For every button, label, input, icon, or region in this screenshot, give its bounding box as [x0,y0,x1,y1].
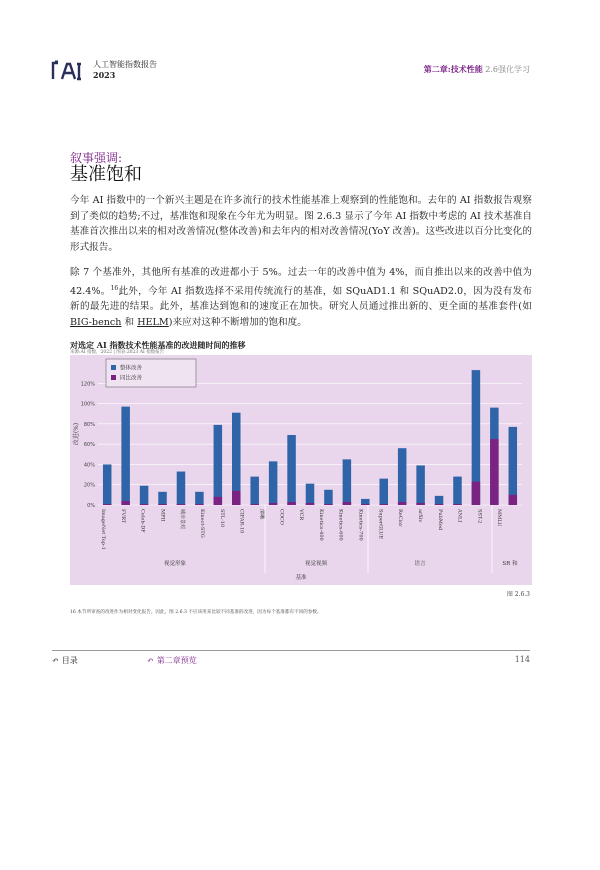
y-axis-label: 改进(%) [73,422,80,446]
legend-label-overall: 整体改善 [120,365,143,372]
chart-container [70,355,532,585]
report-name: 人工智能指数报告 [93,60,157,69]
bar-yoy [509,495,517,505]
logo-text: AI [92,60,94,61]
x-tick-label: SuperGLUE [377,509,384,540]
group-label: 语言 [414,561,426,567]
bar-yoy [398,502,407,505]
ai-index-logo [52,60,94,80]
x-tick-label: ANLI [456,509,463,523]
section-name[interactable]: 2.6强化学习 [485,65,530,74]
bar-overall [379,479,388,505]
bar-yoy [269,503,278,505]
bar-yoy [379,504,388,505]
bar-overall [195,492,204,505]
return-arrow-icon: ↶ [147,656,154,665]
bar-overall [287,435,296,505]
bar-overall [140,486,149,505]
bar-overall [343,459,352,505]
y-tick-label: 60% [83,442,95,449]
bar-overall [306,484,315,505]
bar-yoy [140,504,149,505]
bar-yoy [121,501,130,505]
x-tick-label: ImageNet Top-1 [100,509,106,550]
x-tick-label: 城市景观 [179,509,186,530]
x-tick-label: MMLU [496,509,503,527]
x-tick-label: COCO [278,509,285,525]
bar-overall [250,477,259,505]
bar-yoy [435,504,444,505]
group-label: 视觉视频 [304,561,328,567]
bar-overall [416,465,425,505]
x-tick-label: Kinetics-700 [357,509,364,541]
report-year: 2023 [93,70,116,80]
legend-swatch-yoy [111,375,116,380]
bar-yoy [103,504,112,505]
x-tick-label: FVRT [119,509,126,524]
figure-title: 对选定 AI 指数技术性能基准的改进随时间的推移 [70,340,246,350]
legend-box [106,359,196,387]
bar-yoy [490,439,499,505]
figure-label: 图 2.6.3 [506,591,530,598]
paragraph-1: 今年 AI 指数中的一个新兴主题是在许多流行的技术性能基准上观察到的性能饱和。去年的 AI 指数报告观察到了类似的趋势;不过，基准饱和现象在今年尤为明显。图 2.6.3 显示了今年 AI 指数中考虑的 AI 技术基准自基准首次推出以来的相对改善情况(整体改善)和去年内的相对改善情况(YoY 改善)。这些改进以百分比变化的形式报告。 [70,195,532,253]
figure-source: 来源:AI 指数，2022 | 图表:2023 AI 指数报告 [70,350,165,355]
footnote: 16 本节所审查的改进作为相对变化报告。因此，图 2.6.3 不应该用来比较不同基准的改进，因为每个基准都有不同的参数。 [70,610,322,615]
x-tick-label: SST-2 [476,509,483,524]
paragraph-2-part-a: 除 7 个基准外，其他所有基准的改进都小于 5%。过去一年的改善中值为 4%，而自推出以来的改善中值为 42.4%。 [70,267,532,297]
bar-overall [435,496,444,505]
x-tick-label: CIFAR-10 [238,509,245,534]
paragraph-2-part-b: 此外，今年 AI 指数选择不采用传统流行的基准，如 SQuAD1.1 和 SQuAD2.0，因为没有发布新的最先进的结果。此外，基准达到饱和的速度正在加快。研究人员通过推出新的、更全面的基准套件(如 [70,285,533,313]
bar-yoy [158,504,167,505]
footnote-ref[interactable]: 16 [110,284,119,292]
x-tick-label: STL-10 [218,509,225,528]
bar-yoy [195,504,204,505]
bar-overall [324,490,333,505]
y-tick-label: 0% [87,503,95,509]
group-label: 视觉形象 [163,561,187,567]
paragraph-2-part-c: 和 [121,316,138,328]
bar-overall [177,472,186,505]
bar-yoy [361,504,370,505]
y-tick-label: 120% [80,381,95,388]
bar-yoy [343,502,352,505]
bar-overall [103,464,112,505]
bar-overall [398,448,407,505]
bar-yoy [232,491,241,505]
bar-overall [121,407,130,505]
bar-overall [214,425,223,505]
big-bench-link[interactable]: BIG-bench [70,316,122,328]
benchmark-improvement-chart [70,355,532,585]
y-tick-label: 100% [80,401,95,408]
chapter-preview-link[interactable] [147,655,197,666]
bar-yoy [250,504,259,505]
group-label: SR 和 [502,561,518,567]
bar-yoy [214,497,223,505]
bar-yoy [306,503,315,505]
toc-link[interactable] [52,655,78,666]
return-arrow-icon: ↶ [52,656,59,665]
chapter-name[interactable]: 第二章:技术性能 [423,64,483,74]
bar-overall [269,461,278,505]
legend-label-yoy: 同比改善 [120,375,143,382]
y-tick-label: 80% [83,421,95,428]
bar-yoy [287,502,296,505]
x-tick-label: ReClor [397,509,404,527]
bar-yoy [416,503,425,505]
x-tick-label: VCR [298,509,305,521]
chapter-header[interactable] [424,64,530,75]
paragraph-2-part-d: )来应对这种不断增加的饱和度。 [168,316,307,328]
report-title-block [93,60,157,80]
legend-swatch-overall [111,365,116,370]
y-tick-label: 20% [83,482,95,489]
section-title: 基准饱和 [70,164,142,185]
x-tick-label: Kinetics-400 [317,509,324,541]
toc-label: 目录 [61,656,78,665]
bar-overall [158,492,167,505]
x-tick-label: arXiv [416,509,423,523]
x-tick-label: MPII [159,509,166,522]
x-tick-label: Kinect-STG [199,509,206,538]
x-axis-label: 基准 [295,575,307,581]
x-tick-label: Kinetics-600 [337,509,344,541]
x-tick-label: PubMed [436,509,443,531]
helm-link[interactable]: HELM [137,316,169,328]
chapter-preview-label: 第二章预览 [156,656,197,665]
bar-yoy [324,504,333,505]
bar-yoy [453,504,462,505]
x-tick-label: 清晰 [258,509,265,520]
page-number: 114 [514,655,530,664]
narrative-kicker: 叙事强调: [70,151,123,165]
footer-divider [52,650,530,651]
bar-overall [453,477,462,505]
x-tick-label: Celeb-DF [139,509,146,533]
bar-overall [509,427,517,505]
bar-yoy [472,482,481,505]
paragraph-2 [70,265,532,330]
bar-yoy [177,504,186,505]
y-tick-label: 40% [83,462,95,469]
